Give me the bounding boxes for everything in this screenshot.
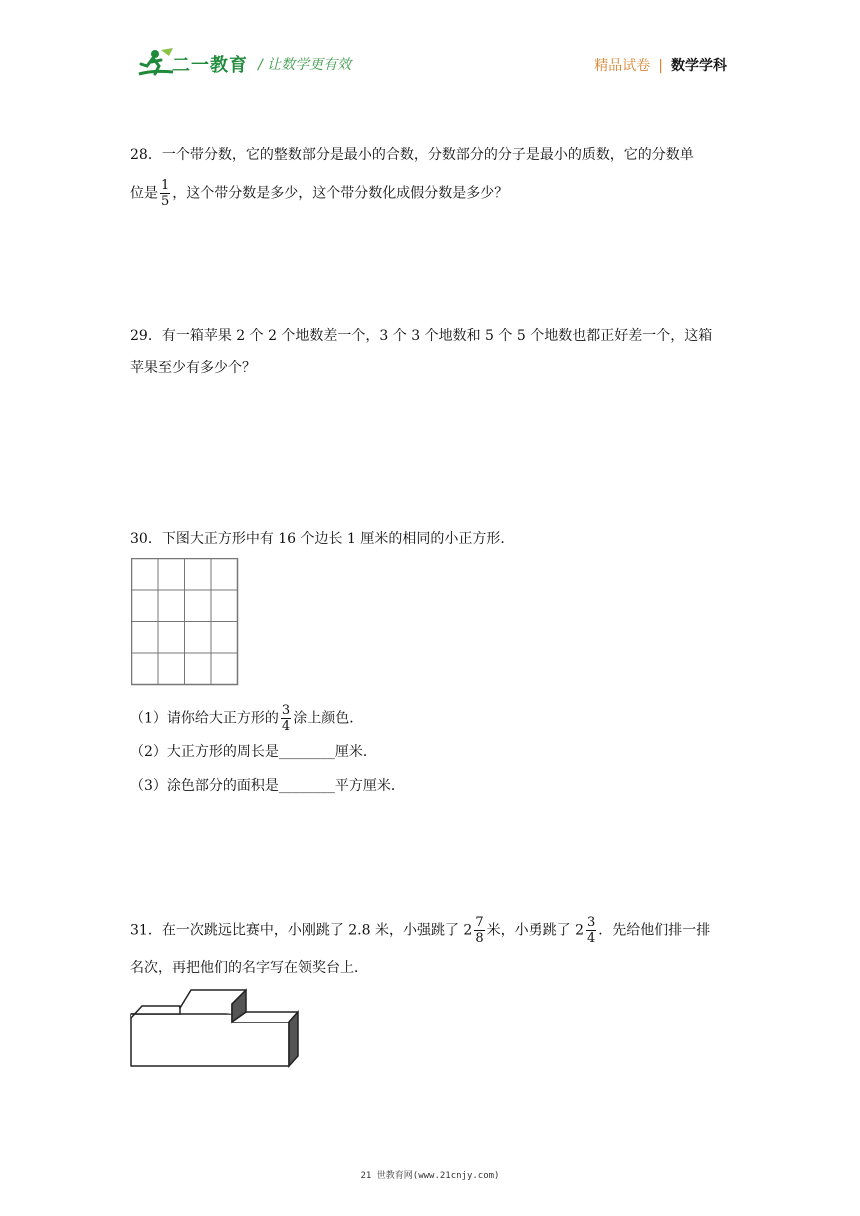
header-subject: 数学学科 (671, 58, 727, 74)
q30-sub1-post: 涂上颜色． (293, 710, 364, 727)
brand-name: 二一教育 (172, 55, 248, 76)
q31-frac2-den: 4 (586, 931, 596, 946)
q30-sub2: （2）大正方形的周长是________厘米． (130, 744, 377, 760)
q31-line1-a: 31．在一次跳远比赛中，小刚跳了 2.8 米，小强跳了 2 (130, 922, 473, 939)
q31-fraction2 (586, 915, 596, 946)
q30-sub3: （3）涂色部分的面积是________平方厘米． (130, 778, 405, 794)
q30-frac-den: 4 (281, 719, 291, 734)
q29-line2: 苹果至少有多少个？ (130, 360, 256, 376)
q31-fraction1 (474, 915, 484, 946)
header-right (594, 55, 727, 75)
q30-sub1-pre: （1）请你给大正方形的 (130, 710, 279, 727)
q30-frac-num: 3 (281, 703, 291, 718)
q31-frac2-num: 3 (586, 915, 596, 930)
q30-line1: 30．下图大正方形中有 16 个边长 1 厘米的相同的小正方形． (130, 531, 515, 547)
q28-line2-post: ，这个带分数是多少，这个带分数化成假分数是多少？ (172, 185, 509, 202)
q31-frac1-den: 8 (475, 931, 484, 946)
header-tag: 精品试卷 (594, 58, 651, 74)
header-separator: | (658, 58, 663, 74)
q31-line2: 名次，再把他们的名字写在领奖台上． (130, 960, 368, 976)
grid-square-figure (131, 558, 239, 686)
q31-line1-c: ．先给他们排一排 (598, 922, 711, 939)
q28-line2-pre: 位是 (130, 185, 158, 202)
header-slogan: / 让数学更有效 (258, 57, 352, 73)
q28-fraction (160, 178, 170, 209)
q31-frac1-num: 7 (475, 915, 484, 930)
q28-frac-den: 5 (161, 194, 170, 209)
q28-line2 (130, 178, 508, 209)
q28-line1: 28．一个带分数，它的整数部分是最小的合数，分数部分的分子是最小的质数，它的分数单 (130, 147, 694, 163)
page-footer: 21 世教育网(www.21cnjy.com) (360, 1171, 500, 1181)
q30-sub1 (130, 703, 363, 734)
q31-line1 (130, 915, 710, 946)
q30-fraction (281, 703, 291, 734)
q31-line1-b: 米，小勇跳了 2 (486, 922, 584, 939)
q28-frac-num: 1 (161, 178, 170, 193)
podium-figure (128, 986, 304, 1070)
q29-line1: 29．有一箱苹果 2 个 2 个地数差一个，3 个 3 个地数和 5 个 5 个地数也都正好差一个，这箱 (130, 328, 713, 344)
